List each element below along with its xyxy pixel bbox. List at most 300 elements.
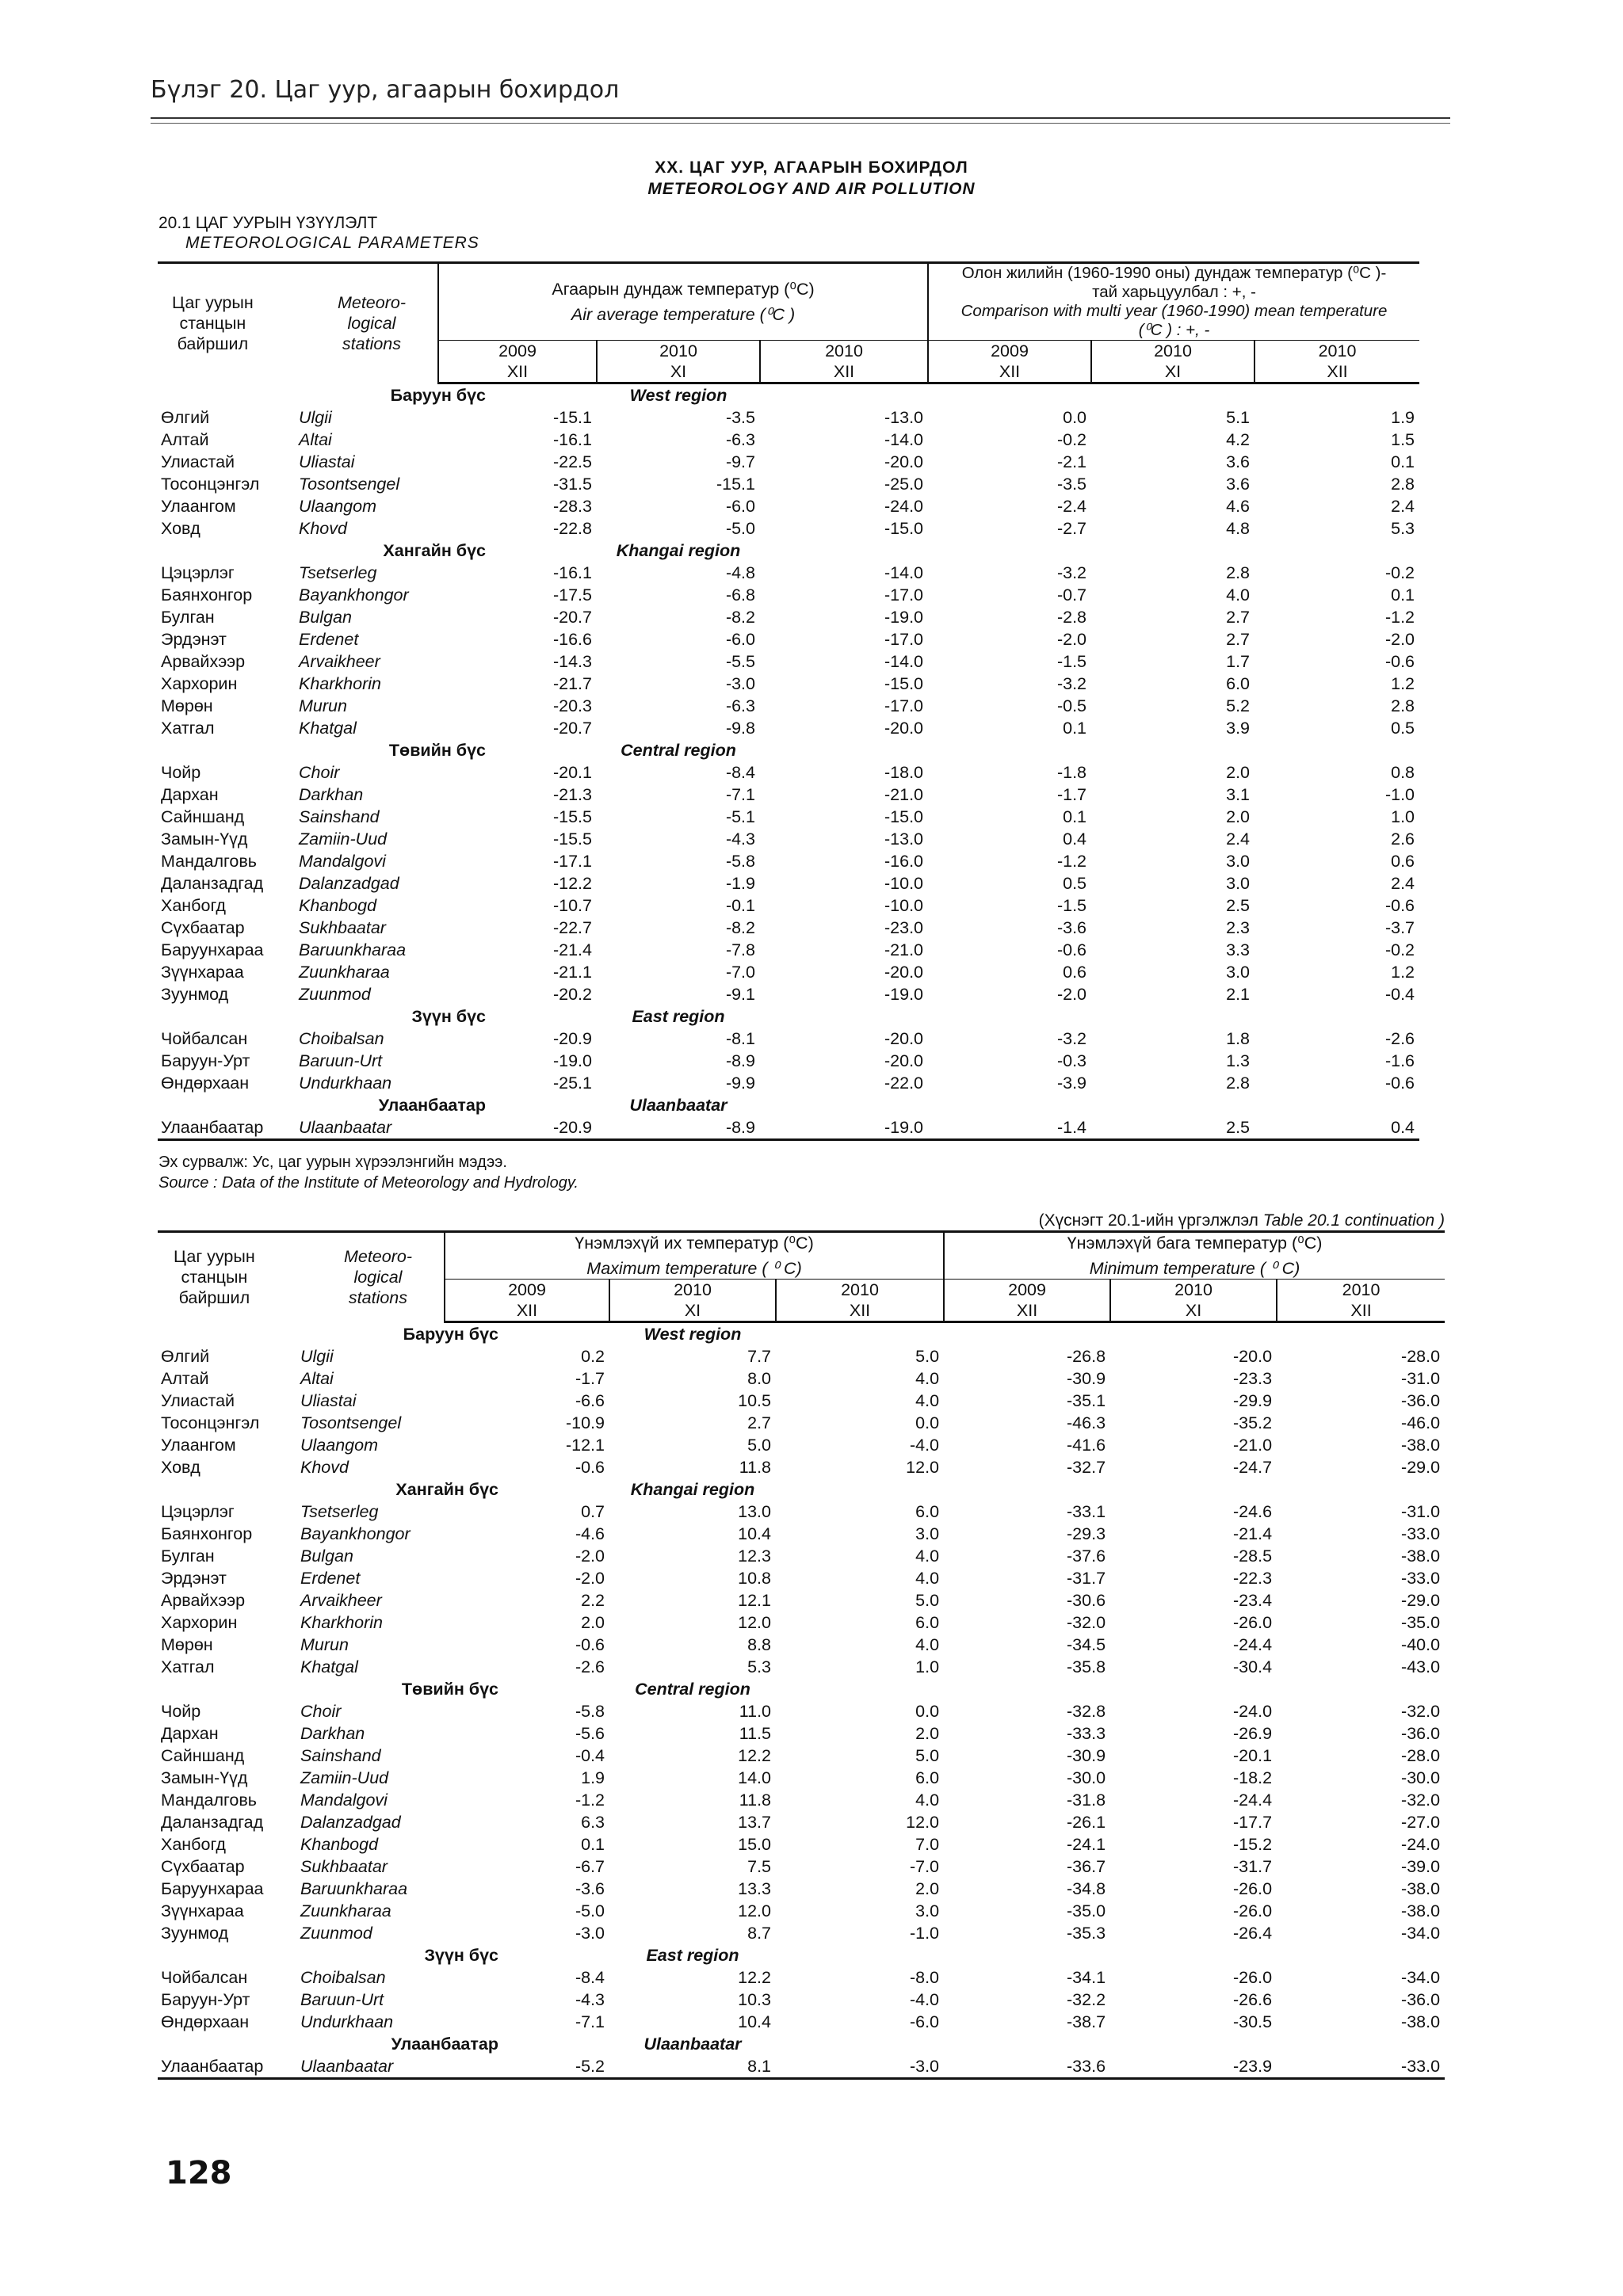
value-cell: -17.1 [552,852,592,871]
value-cell: -0.2 [1056,430,1087,449]
value-cell: 6.0 [915,1768,940,1787]
value-cell: 3.0 [1226,963,1251,982]
value-cell: -15.5 [552,807,592,826]
value-cell: 6.0 [915,1502,940,1521]
station-name-mn: Баянхонгор [161,1524,253,1543]
station-row [158,1922,1445,1944]
month-cell: XI [1110,1300,1277,1322]
value-cell: 0.5 [1391,719,1415,738]
region-label-mn: Баруун бүс [403,1325,498,1344]
value-cell: -29.9 [1233,1391,1273,1410]
value-cell: -31.8 [1067,1791,1106,1810]
station-name-en: Dalanzadgad [300,1813,401,1832]
station-row [158,1656,1445,1678]
value-cell: -0.6 [575,1458,605,1477]
station-row [158,1367,1445,1390]
value-cell: -0.6 [1384,1074,1415,1093]
station-name-mn: Дархан [161,1724,219,1743]
station-row [158,1611,1445,1634]
value-cell: -2.6 [575,1657,605,1676]
station-row [158,2011,1445,2033]
value-cell: 8.7 [747,1924,771,1943]
value-cell: -24.0 [1233,1702,1273,1721]
station-row [158,1050,1419,1072]
station-row [158,695,1419,717]
station-name-mn: Баруунхараа [161,940,264,959]
station-name-en: Tosontsengel [300,1413,402,1432]
value-cell: 2.2 [581,1591,605,1610]
value-cell: 7.7 [747,1347,771,1366]
value-cell: -22.8 [552,519,592,538]
month-cell: XI [1091,361,1254,383]
value-cell: -9.1 [725,985,755,1004]
value-cell: -13.0 [884,830,924,849]
value-cell: -29.3 [1067,1524,1106,1543]
station-name-mn: Мөрөн [161,696,213,715]
value-cell: -6.3 [725,696,755,715]
station-name-en: Zamiin-Uud [300,1768,389,1787]
value-cell: -23.0 [884,918,924,937]
value-cell: 12.0 [738,1901,771,1920]
value-cell: -38.0 [1401,1547,1441,1566]
value-cell: 3.0 [1226,852,1251,871]
value-cell: -0.2 [1384,563,1415,582]
value-cell: -33.6 [944,2055,1110,2079]
value-cell: -35.8 [1067,1657,1106,1676]
station-row [158,1811,1445,1833]
station-name-en: Ulgii [299,408,332,427]
station-name-en: Kharkhorin [299,674,381,693]
group2-header-en: Minimum temperature ( ⁰ C) [1089,1259,1300,1278]
station-name-en: Sukhbaatar [299,918,386,937]
value-cell: 0.4 [1254,1116,1419,1140]
station-header-en-2: logical [347,314,396,334]
value-cell: -15.0 [884,807,924,826]
value-cell: -8.0 [909,1968,940,1987]
region-filler [776,1322,1445,1346]
value-cell: -28.3 [552,497,592,516]
value-cell: -20.3 [552,696,592,715]
station-name-en: Khovd [299,519,347,538]
value-cell: -3.5 [1056,475,1087,494]
value-cell: 5.0 [915,1746,940,1765]
station-name-en: Baruun-Urt [300,1990,384,2009]
region-row [158,383,1419,407]
value-cell: 5.3 [1391,519,1415,538]
continuation-en: Table 20.1 continuation ) [1262,1211,1445,1230]
value-cell: -30.0 [1401,1768,1441,1787]
station-name-mn: Сүхбаатар [161,918,245,937]
station-row [158,761,1419,784]
station-row [158,1833,1445,1855]
station-row [158,1345,1445,1367]
station-row [158,1434,1445,1456]
value-cell: 0.5 [1063,874,1087,893]
region-label-en: West region [629,386,727,405]
source-note-en: Source : Data of the Institute of Meteorology and Hydrology. [158,1174,579,1192]
region-row [158,1322,1445,1346]
value-cell: -14.0 [884,430,924,449]
table-average-temperature [158,261,1419,1141]
value-cell: -35.3 [1067,1924,1106,1943]
station-row [158,517,1419,540]
station-name-mn: Өлгий [161,408,210,427]
value-cell: -28.5 [1233,1547,1273,1566]
station-header-en-1: Meteoro- [343,1247,412,1267]
value-cell: -6.0 [725,497,755,516]
value-cell: -38.7 [1067,2012,1106,2031]
value-cell: -33.3 [1067,1724,1106,1743]
value-cell: 6.0 [915,1613,940,1632]
value-cell: 0.1 [1391,585,1415,605]
value-cell: -2.7 [1056,519,1087,538]
value-cell: 0.6 [1063,963,1087,982]
value-cell: -26.6 [1233,1990,1273,2009]
value-cell: -20.7 [552,608,592,627]
value-cell: -0.7 [1056,585,1087,605]
value-cell: 4.0 [915,1569,940,1588]
group1-header [438,263,928,341]
station-row [158,1700,1445,1722]
value-cell: -0.5 [1056,696,1087,715]
station-name-en: Darkhan [299,785,364,804]
station-name-mn: Ховд [161,1458,200,1477]
region-filler [776,1944,1445,1966]
station-row [158,784,1419,806]
year-cell: 2010 [597,341,760,362]
value-cell: -16.6 [552,630,592,649]
value-cell: -43.0 [1401,1657,1441,1676]
station-name-en: Darkhan [300,1724,365,1743]
station-row [158,562,1419,584]
station-row [158,828,1419,850]
station-name-mn: Баруун-Урт [161,1990,250,2009]
station-row [158,1028,1419,1050]
value-cell: -21.4 [552,940,592,959]
station-header [158,1232,445,1322]
value-cell: -2.0 [1056,630,1087,649]
region-label-mn: Хангайн бүс [395,1480,498,1499]
header-rule [151,117,1450,119]
value-cell: -0.2 [1384,940,1415,959]
station-name-en: Ulaanbaatar [297,2055,445,2079]
station-name-en: Arvaikheer [299,652,380,671]
station-name-en: Tsetserleg [299,563,377,582]
value-cell: 0.2 [581,1347,605,1366]
value-cell: 3.6 [1226,475,1251,494]
value-cell: -16.0 [884,852,924,871]
region-label-en: Ulaanbaatar [643,2035,742,2054]
station-name-en: Baruun-Urt [299,1051,383,1070]
value-cell: -2.8 [1056,608,1087,627]
station-name-en: Choir [299,763,340,782]
value-cell: -24.7 [1233,1458,1273,1477]
main-title-mn: XX. ЦАГ УУР, АГААРЫН БОХИРДОЛ [655,158,968,177]
value-cell: -7.1 [725,785,755,804]
station-name-en: Zamiin-Uud [299,830,388,849]
value-cell: -3.0 [575,1924,605,1943]
value-cell: -34.5 [1067,1635,1106,1654]
value-cell: -0.3 [1056,1051,1087,1070]
station-name-mn: Ховд [161,519,200,538]
header-rule-thin [151,123,1450,124]
station-name-mn: Хатгал [161,719,215,738]
value-cell: -16.1 [552,563,592,582]
region-row [158,1094,1419,1116]
station-row [158,983,1419,1005]
value-cell: -32.8 [1067,1702,1106,1721]
value-cell: -22.7 [552,918,592,937]
value-cell: -1.7 [1056,785,1087,804]
region-label-en: East region [646,1946,739,1965]
group1-header-mn: Үнэмлэхүй их температур (⁰C) [575,1234,814,1253]
region-label-mn: Төвийн бүс [388,741,486,760]
station-name-mn: Алтай [161,430,209,449]
station-name-en: Tosontsengel [299,475,400,494]
region-row [158,1478,1445,1501]
station-name-en: Sainshand [299,807,380,826]
station-row [158,473,1419,495]
value-cell: -1.6 [1384,1051,1415,1070]
group2-header [928,263,1419,341]
value-cell: 0.8 [1391,763,1415,782]
value-cell: -4.0 [909,1436,940,1455]
value-cell: -3.6 [575,1879,605,1898]
station-name-mn: Сүхбаатар [161,1857,245,1876]
value-cell: -20.0 [884,963,924,982]
value-cell: -6.8 [725,585,755,605]
year-cell: 2010 [1091,341,1254,362]
value-cell: -9.7 [725,452,755,471]
station-name-en: Ulaangom [300,1436,378,1455]
station-name-mn: Улаангом [161,1436,236,1455]
month-cell: XII [438,361,597,383]
station-name-mn: Улаангом [161,497,236,516]
value-cell: -0.6 [575,1635,605,1654]
value-cell: -32.0 [1401,1702,1441,1721]
value-cell: -15.2 [1233,1835,1273,1854]
value-cell: -17.0 [884,696,924,715]
value-cell: 12.3 [738,1547,771,1566]
station-name-mn: Зүүнхараа [161,1901,244,1920]
month-cell: XII [445,1300,609,1322]
station-header-en-3: stations [342,334,402,354]
group2-header [944,1232,1445,1280]
value-cell: 4.0 [1226,585,1251,605]
value-cell: -38.0 [1401,1879,1441,1898]
station-row [158,850,1419,872]
value-cell: -32.0 [1067,1613,1106,1632]
continuation-note [1039,1211,1445,1230]
year-cell: 2010 [1110,1280,1277,1301]
value-cell: -36.7 [1067,1857,1106,1876]
station-name-en: Uliastai [300,1391,357,1410]
value-cell: -38.0 [1401,2012,1441,2031]
value-cell: -6.3 [725,430,755,449]
value-cell: -1.0 [909,1924,940,1943]
value-cell: -34.8 [1067,1879,1106,1898]
value-cell: -5.6 [575,1724,605,1743]
value-cell: -23.9 [1110,2055,1277,2079]
station-row [158,2055,1445,2079]
value-cell: 2.5 [1091,1116,1254,1140]
value-cell: 2.6 [1391,830,1415,849]
region-label-en: Ulaanbaatar [629,1096,727,1115]
value-cell: -24.4 [1233,1791,1273,1810]
station-row [158,1634,1445,1656]
value-cell: -7.0 [909,1857,940,1876]
value-cell: -15.0 [884,674,924,693]
station-header-mn-3: байршил [178,1288,250,1308]
value-cell: 14.0 [738,1768,771,1787]
station-name-en: Khanbogd [300,1835,379,1854]
value-cell: -38.0 [1401,1436,1441,1455]
region-label-mn: Зүүн бүс [424,1946,498,1965]
value-cell: -9.8 [725,719,755,738]
value-cell: 10.8 [738,1569,771,1588]
value-cell: -24.6 [1233,1502,1273,1521]
station-name-en: Ulaanbaatar [296,1116,438,1140]
station-name-en: Khatgal [300,1657,358,1676]
value-cell: -1.8 [1056,763,1087,782]
value-cell: -0.6 [1056,940,1087,959]
station-row [158,1545,1445,1567]
value-cell: -18.2 [1233,1768,1273,1787]
station-header-mn-2: станцын [179,314,246,334]
station-name-en: Undurkhaan [299,1074,392,1093]
station-name-mn: Зуунмод [161,985,229,1004]
value-cell: 8.1 [609,2055,776,2079]
value-cell: -21.0 [884,940,924,959]
value-cell: -12.2 [552,874,592,893]
value-cell: 12.1 [738,1591,771,1610]
value-cell: -4.6 [575,1524,605,1543]
value-cell: -35.1 [1067,1391,1106,1410]
station-row [158,584,1419,606]
value-cell: -3.2 [1056,563,1087,582]
value-cell: 0.0 [915,1702,940,1721]
value-cell: 2.7 [1226,630,1251,649]
month-cell: XII [776,1300,944,1322]
station-name-mn: Улаанбаатар [158,2055,297,2079]
value-cell: -5.5 [725,652,755,671]
station-row [158,1072,1419,1094]
year-cell: 2010 [609,1280,776,1301]
value-cell: -26.0 [1233,1613,1273,1632]
value-cell: 1.2 [1391,674,1415,693]
table-body [158,1322,1445,2079]
value-cell: -29.0 [1401,1458,1441,1477]
station-row [158,406,1419,429]
value-cell: -8.2 [725,608,755,627]
station-name-en: Zuunmod [299,985,371,1004]
region-row [158,540,1419,562]
station-row [158,1745,1445,1767]
value-cell: -31.7 [1233,1857,1273,1876]
region-filler [776,2033,1445,2055]
value-cell: -8.9 [597,1116,760,1140]
value-cell: -31.5 [552,475,592,494]
station-name-mn: Чойр [161,763,201,782]
station-row [158,939,1419,961]
station-name-mn: Алтай [161,1369,209,1388]
station-name-mn: Өлгий [161,1347,210,1366]
station-row [158,1567,1445,1589]
value-cell: -1.2 [575,1791,605,1810]
value-cell: -14.3 [552,652,592,671]
value-cell: 4.0 [915,1635,940,1654]
month-cell: XII [1277,1300,1445,1322]
value-cell: 6.3 [581,1813,605,1832]
group2-header-mn: Олон жилийн (1960-1990 оны) дундаж температур (⁰C )-тай харьцуулбал : +, - [961,264,1387,301]
value-cell: 2.7 [747,1413,771,1432]
value-cell: -32.7 [1067,1458,1106,1477]
region-label-en: West region [643,1325,742,1344]
value-cell: -20.1 [1233,1746,1273,1765]
value-cell: -10.9 [565,1413,605,1432]
value-cell: -25.1 [552,1074,592,1093]
region-filler [760,540,1419,562]
value-cell: 5.0 [915,1591,940,1610]
station-row [158,1589,1445,1611]
value-cell: -9.9 [725,1074,755,1093]
station-name-en: Bulgan [299,608,352,627]
value-cell: 1.7 [1226,652,1251,671]
station-name-mn: Баруун-Урт [161,1051,250,1070]
value-cell: -19.0 [884,985,924,1004]
value-cell: -20.7 [552,719,592,738]
station-row [158,673,1419,695]
value-cell: -46.0 [1401,1413,1441,1432]
station-name-mn: Улиастай [161,452,235,471]
station-name-en: Choir [300,1702,342,1721]
value-cell: -40.0 [1401,1635,1441,1654]
value-cell: -22.0 [884,1074,924,1093]
value-cell: -3.2 [1056,674,1087,693]
value-cell: -33.0 [1277,2055,1445,2079]
value-cell: 3.1 [1226,785,1251,804]
value-cell: -5.0 [725,519,755,538]
station-name-mn: Замын-Үүд [161,830,248,849]
station-row [158,1523,1445,1545]
value-cell: 3.3 [1226,940,1251,959]
value-cell: -19.0 [884,608,924,627]
station-name-mn: Цэцэрлэг [161,1502,235,1521]
table-body [158,383,1419,1140]
region-label-mn: Зүүн бүс [411,1007,486,1026]
station-name-mn: Сайншанд [161,1746,245,1765]
value-cell: -4.0 [909,1990,940,2009]
station-row [158,1855,1445,1878]
value-cell: 8.8 [747,1635,771,1654]
value-cell: -1.2 [1384,608,1415,627]
value-cell: -22.5 [552,452,592,471]
value-cell: 2.4 [1391,874,1415,893]
value-cell: 4.0 [915,1391,940,1410]
value-cell: -2.6 [1384,1029,1415,1048]
station-name-mn: Булган [161,608,215,627]
value-cell: 11.8 [739,1458,771,1477]
value-cell: -8.2 [725,918,755,937]
station-name-mn: Тосонцэнгэл [161,475,260,494]
value-cell: 2.0 [1226,763,1251,782]
region-label-mn: Улаанбаатар [378,1096,486,1115]
month-cell: XII [928,361,1091,383]
value-cell: 13.7 [738,1813,771,1832]
region-row [158,1678,1445,1700]
value-cell: -38.0 [1401,1901,1441,1920]
value-cell: -23.4 [1233,1591,1273,1610]
